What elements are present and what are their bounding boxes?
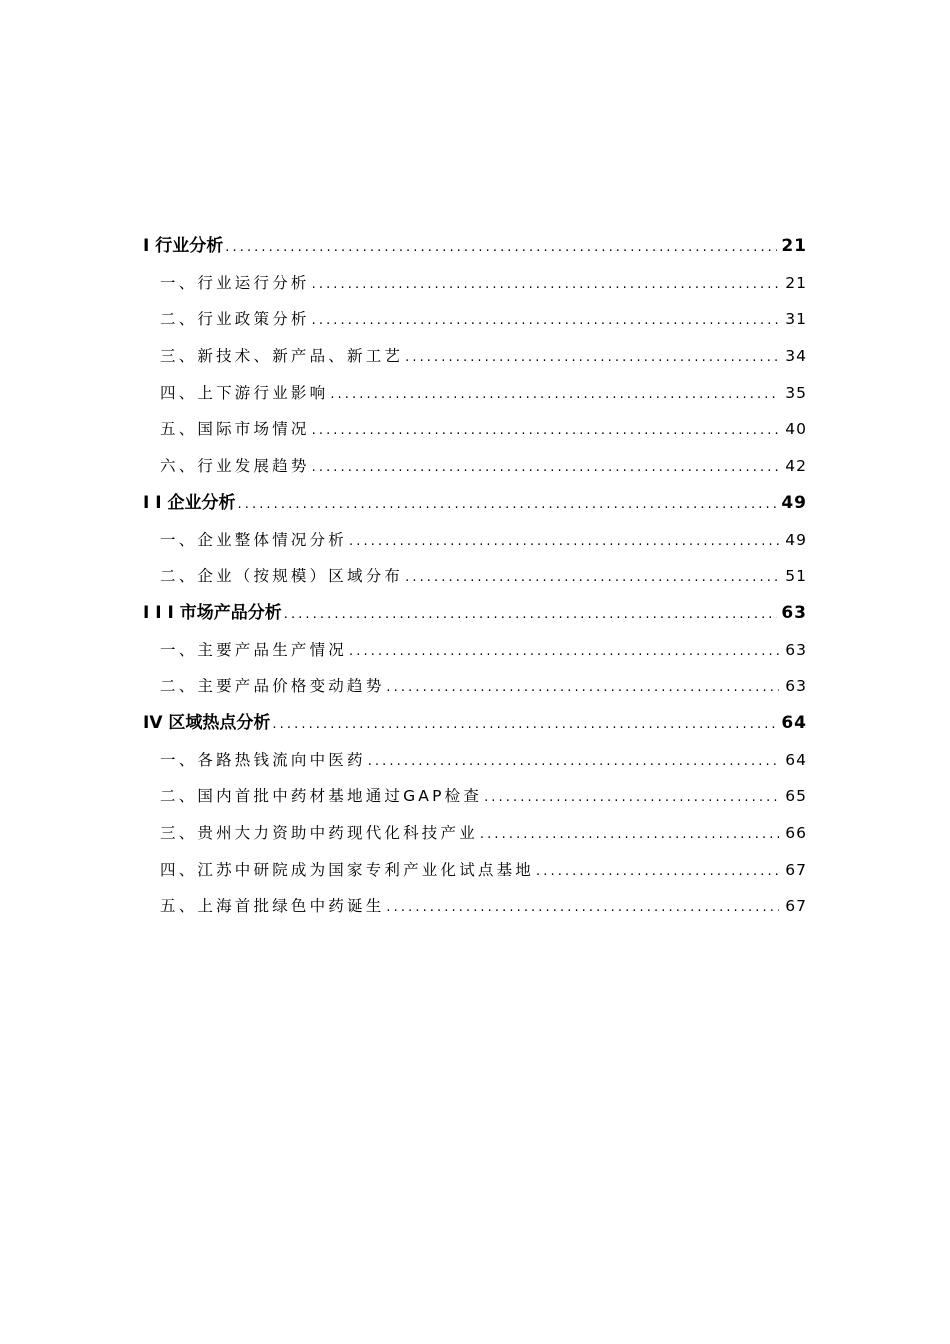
toc-entry-title: 一、行业运行分析 [160, 273, 310, 292]
toc-entry[interactable] [143, 228, 807, 265]
toc-leader-dots [312, 413, 779, 450]
toc-leader-dots [330, 377, 779, 414]
toc-entry-title: I 行业分析 [143, 236, 224, 256]
toc-leader-dots [225, 230, 777, 267]
table-of-contents [143, 228, 807, 925]
toc-entry-title: I I 企业分析 [143, 492, 236, 513]
toc-entry-page: 31 [785, 310, 807, 329]
toc-entry-title: 一、主要产品生产情况 [160, 640, 348, 659]
toc-entry-page: 21 [785, 273, 807, 292]
toc-entry-title: 一、企业整体情况分析 [160, 530, 348, 549]
toc-leader-dots [272, 707, 777, 744]
toc-entry-title: 五、国际市场情况 [160, 420, 310, 439]
toc-entry-page: 63 [781, 602, 807, 623]
toc-entry-page: 66 [785, 824, 807, 842]
toc-entry-title: 一、各路热钱流向中医药 [160, 750, 366, 769]
toc-entry-title: I I I 市场产品分析 [143, 602, 282, 623]
toc-leader-dots [349, 634, 779, 671]
toc-entry[interactable] [143, 558, 807, 595]
toc-entry-title: 三、新技术、新产品、新工艺 [160, 347, 404, 366]
toc-entry[interactable] [143, 668, 807, 705]
toc-entry-page: 67 [785, 860, 807, 879]
toc-entry-page: 49 [781, 492, 807, 513]
toc-leader-dots [312, 267, 779, 304]
toc-leader-dots [284, 597, 778, 634]
toc-entry[interactable] [143, 485, 807, 522]
toc-entry-page: 42 [785, 457, 807, 476]
toc-entry[interactable] [143, 742, 807, 779]
toc-leader-dots [368, 744, 779, 781]
toc-entry-page: 63 [785, 677, 807, 696]
toc-entry[interactable] [143, 705, 807, 742]
toc-leader-dots [484, 780, 779, 817]
toc-leader-dots [386, 670, 779, 707]
toc-leader-dots [312, 303, 779, 340]
toc-entry-page: 64 [781, 712, 807, 733]
toc-entry[interactable] [143, 595, 807, 632]
toc-entry[interactable] [143, 301, 807, 338]
toc-entry-page: 51 [785, 567, 807, 586]
toc-entry-title: 四、江苏中研院成为国家专利产业化试点基地 [160, 860, 535, 879]
toc-entry-page: 63 [785, 640, 807, 659]
toc-entry-page: 65 [785, 787, 807, 806]
toc-entry-page: 21 [781, 236, 807, 256]
toc-entry-title: 二、行业政策分析 [160, 310, 310, 329]
toc-entry[interactable] [143, 852, 807, 889]
toc-entry[interactable] [143, 888, 807, 925]
toc-leader-dots [405, 560, 779, 597]
toc-leader-dots [536, 854, 779, 891]
toc-entry[interactable] [143, 375, 807, 412]
toc-leader-dots [480, 817, 779, 854]
toc-entry-page: 40 [785, 420, 807, 439]
toc-leader-dots [405, 340, 779, 377]
toc-leader-dots [349, 524, 779, 561]
toc-entry[interactable] [143, 778, 807, 815]
toc-entry-title: 二、国内首批中药材基地通过GAP检查 [160, 787, 483, 806]
toc-leader-dots [386, 890, 779, 927]
toc-entry[interactable] [143, 815, 807, 852]
toc-entry-page: 64 [785, 750, 807, 769]
toc-leader-dots [312, 450, 779, 487]
toc-entry-page: 49 [785, 530, 807, 549]
toc-entry[interactable] [143, 448, 807, 485]
toc-leader-dots [238, 487, 778, 524]
toc-entry-title: 二、主要产品价格变动趋势 [160, 677, 385, 696]
toc-entry-title: 三、贵州大力资助中药现代化科技产业 [160, 824, 478, 842]
toc-entry-page: 35 [785, 383, 807, 402]
toc-entry-title: 二、企业（按规模）区域分布 [160, 567, 404, 586]
toc-entry[interactable] [143, 632, 807, 669]
toc-entry-title: 六、行业发展趋势 [160, 457, 310, 476]
toc-entry-title: 四、上下游行业影响 [160, 383, 329, 402]
toc-entry[interactable] [143, 522, 807, 559]
toc-entry-title: IV 区域热点分析 [143, 712, 271, 733]
toc-entry-title: 五、上海首批绿色中药诞生 [160, 897, 385, 916]
toc-entry-page: 34 [785, 347, 807, 366]
toc-entry[interactable] [143, 265, 807, 302]
toc-entry[interactable] [143, 338, 807, 375]
toc-entry-page: 67 [785, 897, 807, 916]
toc-entry[interactable] [143, 411, 807, 448]
